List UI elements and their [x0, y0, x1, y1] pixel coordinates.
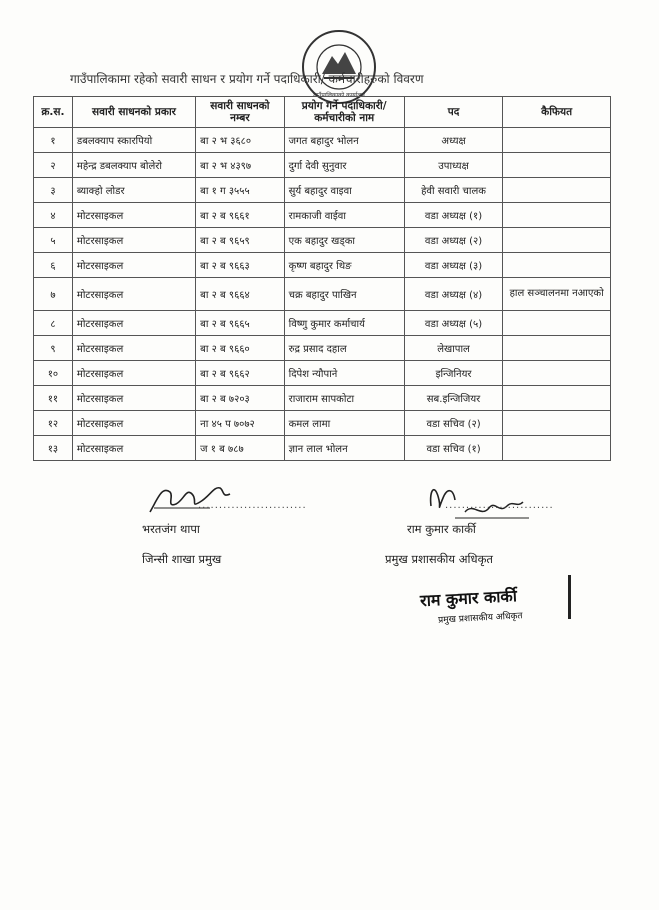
cell-plate: बा २ भ ३६८०: [196, 128, 284, 153]
cell-plate: बा २ ब ७२०३: [196, 386, 284, 411]
header-type: सवारी साधनको प्रकार: [72, 97, 195, 128]
cell-remarks: [503, 386, 611, 411]
cell-post: वडा सचिव (२): [404, 411, 502, 436]
cell-post: वडा अध्यक्ष (५): [404, 311, 502, 336]
cell-remarks: [503, 436, 611, 461]
cell-post: वडा सचिव (१): [404, 436, 502, 461]
cell-type: मोटरसाइकल: [72, 311, 195, 336]
table-row: [34, 311, 611, 336]
cell-post: सब.इन्जिजियर: [404, 386, 502, 411]
cell-remarks: [503, 128, 611, 153]
cell-plate: बा २ ब ९६६३: [196, 253, 284, 278]
cell-num: १०: [34, 361, 73, 386]
header-remarks: कैफियत: [503, 97, 611, 128]
cell-remarks: [503, 253, 611, 278]
cell-remarks: [503, 228, 611, 253]
cell-num: ११: [34, 386, 73, 411]
cell-num: ६: [34, 253, 73, 278]
cell-num: २: [34, 153, 73, 178]
cell-post: वडा अध्यक्ष (४): [404, 278, 502, 311]
table-body: [34, 128, 611, 461]
cell-num: ९: [34, 336, 73, 361]
cell-post: वडा अध्यक्ष (१): [404, 203, 502, 228]
cell-num: ७: [34, 278, 73, 311]
cell-remarks: [503, 203, 611, 228]
cell-post: अध्यक्ष: [404, 128, 502, 153]
cell-type: ब्याक्हो लोडर: [72, 178, 195, 203]
table-row: [34, 336, 611, 361]
header-num: क्र.स.: [34, 97, 73, 128]
signatory-name-right: राम कुमार कार्की: [407, 522, 476, 536]
official-stamp: [419, 585, 580, 626]
table-row: [34, 278, 611, 311]
cell-type: मोटरसाइकल: [72, 386, 195, 411]
cell-plate: ना ४५ प ७०७२: [196, 411, 284, 436]
cell-plate: बा २ ब ९६६४: [196, 278, 284, 311]
cell-type: डबलक्याप स्कारपियो: [72, 128, 195, 153]
cell-type: मोटरसाइकल: [72, 361, 195, 386]
cell-num: ५: [34, 228, 73, 253]
signatory-role-right: प्रमुख प्रशासकीय अधिकृत: [385, 552, 493, 566]
cell-post: हेवी सवारी चालक: [404, 178, 502, 203]
cell-post: लेखापाल: [404, 336, 502, 361]
cell-type: मोटरसाइकल: [72, 253, 195, 278]
cell-post: इन्जिनियर: [404, 361, 502, 386]
cell-user: सुर्य बहादुर वाइवा: [284, 178, 404, 203]
cell-remarks: [503, 311, 611, 336]
table-row: [34, 228, 611, 253]
cell-user: रामकाजी वाईवा: [284, 203, 404, 228]
cell-plate: बा २ ब ९६६२: [196, 361, 284, 386]
cell-remarks: [503, 411, 611, 436]
cell-num: १२: [34, 411, 73, 436]
municipality-seal-icon: [300, 28, 378, 106]
signature-line-right: ..........................: [445, 500, 554, 511]
cell-post: वडा अध्यक्ष (२): [404, 228, 502, 253]
table-row: [34, 203, 611, 228]
cell-user: चक्र बहादुर पाखिन: [284, 278, 404, 311]
cell-remarks: [503, 361, 611, 386]
stamp-name: राम कुमार कार्की: [419, 586, 518, 611]
cell-num: ४: [34, 203, 73, 228]
cell-remarks: [503, 178, 611, 203]
table-row: [34, 386, 611, 411]
cell-plate: बा १ ग ३५५५: [196, 178, 284, 203]
cell-user: एक बहादुर खड्का: [284, 228, 404, 253]
cell-plate: बा २ ब ९६६५: [196, 311, 284, 336]
table-row: [34, 178, 611, 203]
cell-post: उपाध्यक्ष: [404, 153, 502, 178]
table-row: [34, 128, 611, 153]
cell-plate: बा २ भ ४३९७: [196, 153, 284, 178]
cell-plate: बा २ ब ९६६१: [196, 203, 284, 228]
table-row: [34, 361, 611, 386]
signatory-name-left: भरतजंग थापा: [142, 522, 200, 536]
cell-num: १: [34, 128, 73, 153]
table-row: [34, 253, 611, 278]
cell-num: ८: [34, 311, 73, 336]
cell-type: मोटरसाइकल: [72, 336, 195, 361]
cell-type: मोटरसाइकल: [72, 436, 195, 461]
header-plate: सवारी साधनको नम्बर: [196, 97, 284, 128]
table-row: [34, 436, 611, 461]
cell-type: मोटरसाइकल: [72, 411, 195, 436]
cell-post: वडा अध्यक्ष (३): [404, 253, 502, 278]
signatory-role-left: जिन्सी शाखा प्रमुख: [142, 552, 222, 566]
header-user: प्रयोग गर्ने पदाधिकारी/ कर्मचारीको नाम: [284, 97, 404, 128]
cell-num: १३: [34, 436, 73, 461]
cell-user: दुर्गा देवी सुनुवार: [284, 153, 404, 178]
cell-user: राजाराम सापकोटा: [284, 386, 404, 411]
cell-user: कृष्ण बहादुर थिङ: [284, 253, 404, 278]
cell-plate: बा २ ब ९६५९: [196, 228, 284, 253]
table-row: [34, 153, 611, 178]
cell-user: दिपेश न्यौपाने: [284, 361, 404, 386]
cell-remarks: हाल सञ्चालनमा नआएको: [503, 278, 611, 311]
table-header-row: [34, 97, 611, 128]
cell-num: ३: [34, 178, 73, 203]
table-row: [34, 411, 611, 436]
signature-line-left: ..........................: [198, 500, 307, 511]
cell-type: महेन्द्र डबलक्याप बोलेरो: [72, 153, 195, 178]
cell-plate: ज १ ब ७८७: [196, 436, 284, 461]
signature-scribble-icon: [140, 478, 240, 518]
header-post: पद: [404, 97, 502, 128]
cell-type: मोटरसाइकल: [72, 228, 195, 253]
cell-remarks: [503, 336, 611, 361]
cell-plate: बा २ ब ९६६०: [196, 336, 284, 361]
cell-type: मोटरसाइकल: [72, 278, 195, 311]
cell-remarks: [503, 153, 611, 178]
cell-user: विष्णु कुमार कर्माचार्य: [284, 311, 404, 336]
cell-user: रुद्र प्रसाद दहाल: [284, 336, 404, 361]
vehicle-table: [33, 96, 611, 461]
seal-text: गाउँपालिकाको कार्यालय: [313, 92, 365, 99]
stamp-role: प्रमुख प्रशासकीय अधिकृत: [437, 611, 523, 626]
cell-user: ज्ञान लाल भोलन: [284, 436, 404, 461]
cell-user: कमल लामा: [284, 411, 404, 436]
cell-type: मोटरसाइकल: [72, 203, 195, 228]
document-title: गाउँपालिकामा रहेको सवारी साधन र प्रयोग गर्ने पदाधिकारी/ कर्मचारीहरुको विवरण: [70, 72, 424, 86]
cell-user: जगत बहादुर भोलन: [284, 128, 404, 153]
